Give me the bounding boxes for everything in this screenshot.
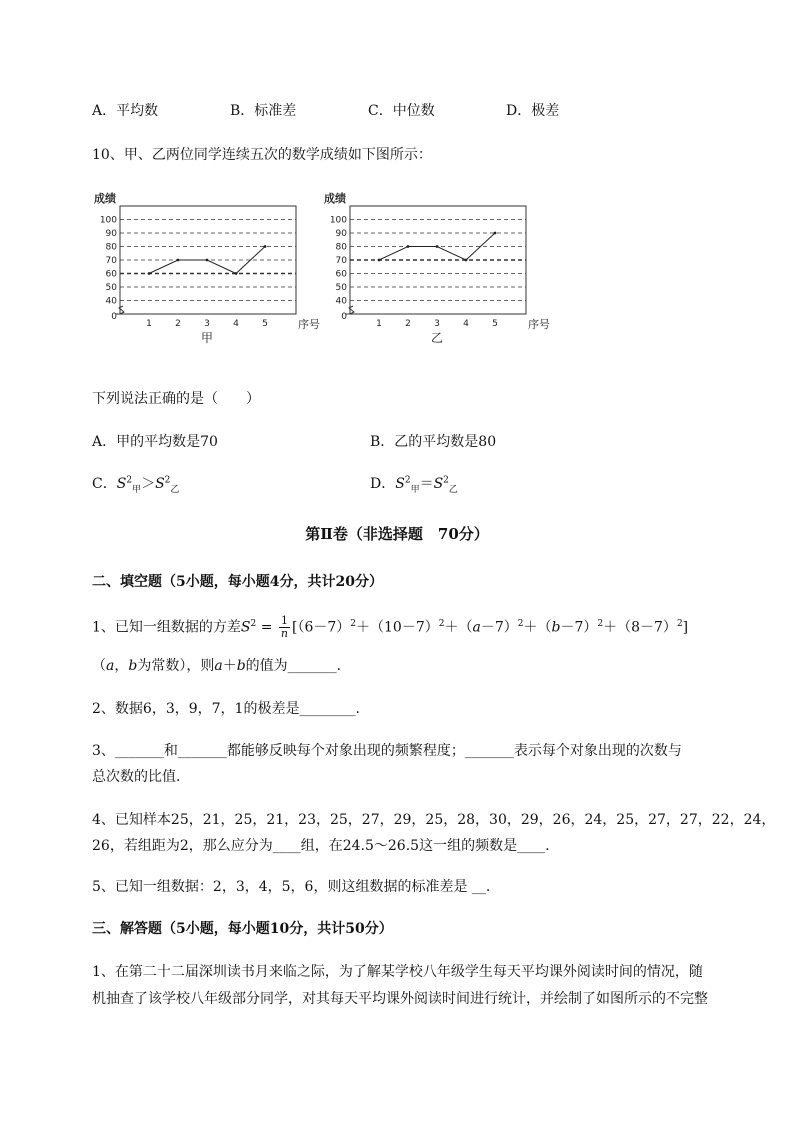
data-point xyxy=(494,232,497,235)
y-tick-label: 0 xyxy=(341,312,347,322)
option-c-label: C． xyxy=(92,476,117,492)
q10-stem: 10、甲、乙两位同学连续五次的数学成绩如下图所示： xyxy=(92,147,432,163)
x-tick-label: 4 xyxy=(233,319,239,329)
s-symbol: S xyxy=(240,619,251,636)
s-symbol: S xyxy=(433,476,444,492)
q9-option-d: D．极差 xyxy=(506,103,560,119)
chart-yi xyxy=(322,188,554,348)
var-b: b xyxy=(551,619,561,636)
fill-q3-line1: 3、_______和_______都能够反映每个对象出现的频繁程度；_______表示每个对象出现的次数与 xyxy=(92,743,682,759)
fill-q1-line1 xyxy=(92,615,688,640)
sub-yi: 乙 xyxy=(170,484,180,495)
q10-option-c xyxy=(92,473,179,495)
data-point xyxy=(264,245,267,248)
sq-sup: 2 xyxy=(438,618,445,629)
text: ＋（8－7） xyxy=(603,619,677,636)
data-point xyxy=(235,272,238,275)
x-tick-label: 5 xyxy=(262,319,268,329)
y-tick-label: 60 xyxy=(105,269,117,280)
q9-option-b: B．标准差 xyxy=(230,103,297,119)
x-axis-label: 序号 xyxy=(298,318,320,331)
chart-title: 甲 xyxy=(200,331,214,345)
q10-option-b: B．乙的平均数是80 xyxy=(370,434,497,450)
eq-sign: ＝ xyxy=(419,476,434,492)
data-point xyxy=(148,272,151,275)
data-point xyxy=(177,259,180,262)
y-tick-label: 90 xyxy=(335,229,347,239)
y-tick-label: 70 xyxy=(335,256,347,266)
x-tick-label: 1 xyxy=(146,319,152,329)
text: 1、已知一组数据的方差 xyxy=(92,619,241,636)
part2-heading: 二、填空题（5小题，每小题4分，共计20分） xyxy=(92,574,383,590)
y-tick-label: 60 xyxy=(335,269,347,280)
sub-jia: 甲 xyxy=(132,484,142,495)
option-d-label: D． xyxy=(370,476,396,492)
x-tick-label: 2 xyxy=(405,319,411,329)
sub-yi: 乙 xyxy=(448,484,458,495)
data-point xyxy=(407,245,410,248)
y-tick-label: 0 xyxy=(111,312,117,322)
solve-q1-line2: 机抽查了该学校八年级部分同学，对其每天平均课外阅读时间进行统计，并绘制了如图所示的不完整 xyxy=(92,991,708,1007)
x-tick-label: 1 xyxy=(376,319,382,329)
data-point xyxy=(465,259,468,262)
q10-option-d xyxy=(370,473,458,495)
chart-jia xyxy=(92,188,324,348)
text: ＋（10－7） xyxy=(356,619,439,636)
data-point xyxy=(206,259,209,262)
x-tick-label: 5 xyxy=(492,319,498,329)
q9-option-a: A．平均数 xyxy=(92,103,159,119)
var-a: a xyxy=(106,658,115,674)
x-tick-label: 3 xyxy=(204,319,210,329)
chart-jia-svg xyxy=(92,188,324,348)
text: ， xyxy=(114,658,129,674)
x-tick-label: 2 xyxy=(175,319,181,329)
denominator: n xyxy=(280,627,288,640)
sq-sup: 2 xyxy=(350,618,356,629)
fraction xyxy=(279,615,290,640)
y-tick-label: 80 xyxy=(335,242,347,253)
fill-q2: 2、数据6，3，9，7，1的极差是________. xyxy=(92,701,360,717)
sq-sup: 2 xyxy=(164,475,171,486)
text: ＋（ xyxy=(523,619,552,636)
x-tick-label: 3 xyxy=(434,319,440,329)
fill-q5: 5、已知一组数据：2，3，4，5，6，则这组数据的标准差是 __. xyxy=(92,879,491,895)
y-axis-label: 成绩 xyxy=(324,192,346,205)
fill-q4-line2: 26，若组距为2，那么应分为____组，在24.5～26.5这一组的频数是____. xyxy=(92,838,550,854)
sq-sup: 2 xyxy=(250,618,257,629)
y-tick-label: 90 xyxy=(105,229,117,239)
x-tick-label: 4 xyxy=(463,319,469,329)
text: 的值为_______. xyxy=(245,658,342,674)
sq-sup: 2 xyxy=(517,618,524,629)
s-symbol: S xyxy=(395,476,405,492)
y-tick-label: 100 xyxy=(99,215,117,226)
q10-question: 下列说法正确的是（ ） xyxy=(92,391,260,407)
s-symbol: S xyxy=(155,476,165,492)
q9-option-c: C．中位数 xyxy=(368,103,435,119)
y-tick-label: 40 xyxy=(335,296,347,307)
y-tick-label: 50 xyxy=(105,283,117,293)
part3-heading: 三、解答题（5小题，每小题10分，共计50分） xyxy=(92,921,393,937)
y-tick-label: 40 xyxy=(105,296,117,307)
sub-jia: 甲 xyxy=(410,484,420,495)
s-symbol: S xyxy=(116,476,127,492)
text: （ xyxy=(92,658,106,674)
var-a: a xyxy=(214,658,223,674)
solve-q1-line1: 1、在第二十二届深圳读书月来临之际，为了解某学校八年级学生每天平均课外阅读时间的情况，随 xyxy=(92,964,703,980)
data-point xyxy=(378,259,381,262)
x-axis-label: 序号 xyxy=(528,318,550,331)
eq-sign: = xyxy=(256,619,277,636)
data-point xyxy=(436,245,439,248)
fill-q1-line2 xyxy=(92,655,341,675)
text: －7） xyxy=(480,619,518,636)
text: ] xyxy=(682,619,689,636)
text: ＋（ xyxy=(444,619,473,636)
sq-sup: 2 xyxy=(443,475,449,486)
sq-sup: 2 xyxy=(676,618,683,629)
gt-sign: ＞ xyxy=(141,476,156,492)
sq-sup: 2 xyxy=(597,618,604,629)
sq-sup: 2 xyxy=(404,475,411,486)
text: ＋ xyxy=(222,658,237,674)
var-b: b xyxy=(236,658,246,674)
var-a: a xyxy=(472,619,481,636)
y-tick-label: 70 xyxy=(105,256,117,266)
text: [（6－7） xyxy=(291,619,351,636)
chart-yi-svg xyxy=(322,188,554,348)
var-b: b xyxy=(128,658,138,674)
y-tick-label: 50 xyxy=(335,283,347,293)
y-axis-label: 成绩 xyxy=(94,192,116,205)
chart-title: 乙 xyxy=(430,331,444,345)
fill-q3-line2: 总次数的比值． xyxy=(92,769,190,785)
sq-sup: 2 xyxy=(126,475,133,486)
fill-q4-line1: 4、已知样本25，21，25，21，23，25，27，29，25，28，30，29，26，24，25，27，27，22，24， xyxy=(92,812,776,828)
y-tick-label: 80 xyxy=(105,242,117,253)
text: －7） xyxy=(560,619,598,636)
q10-option-a: A．甲的平均数是70 xyxy=(92,434,218,450)
y-tick-label: 100 xyxy=(329,215,347,226)
text: 为常数），则 xyxy=(137,658,215,674)
numerator: 1 xyxy=(279,615,290,628)
section-title: 第Ⅱ卷（非选择题 70分） xyxy=(305,525,489,543)
